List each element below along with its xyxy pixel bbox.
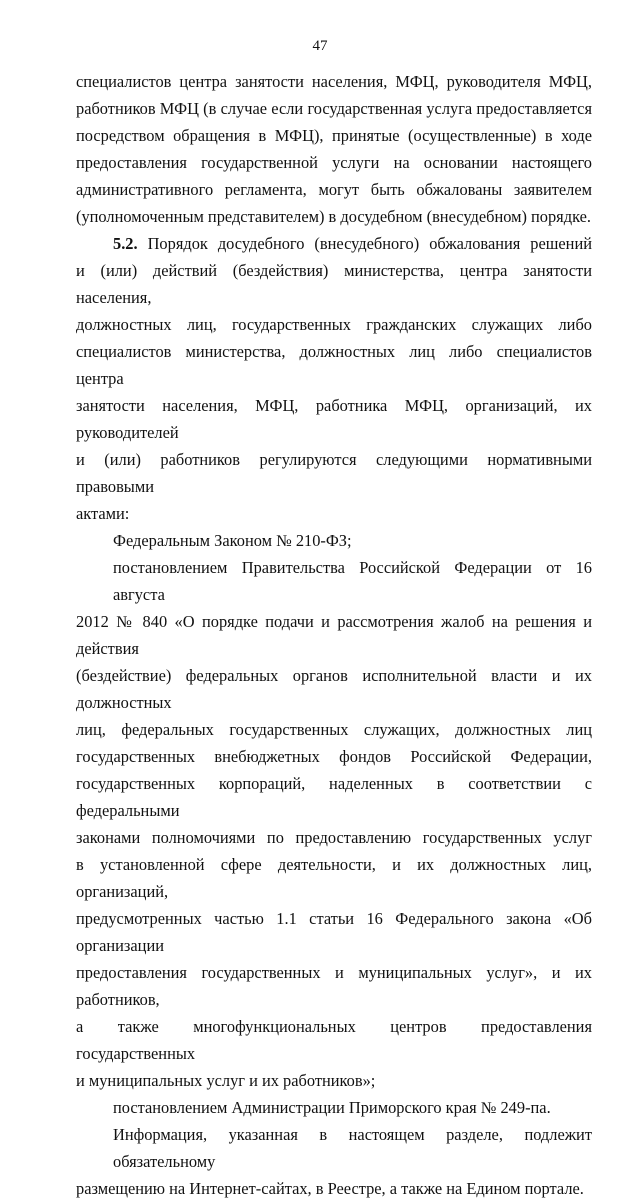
- text-line: посредством обращения в МФЦ), принятые (осуществленные) в ходе: [76, 126, 592, 145]
- text-line: лиц, федеральных государственных служащих, должностных лиц: [76, 720, 592, 739]
- text-line: государственных корпораций, наделенных в соответствии с федеральными: [76, 774, 592, 820]
- text-line: специалистов центра занятости населения, МФЦ, руководителя МФЦ,: [76, 72, 592, 91]
- section-lead-text: Порядок досудебного (внесудебного) обжалования решений: [137, 234, 592, 253]
- text-line: Федеральным Законом № 210-ФЗ;: [113, 531, 352, 550]
- paragraph-5-2: [76, 230, 592, 527]
- text-line: и (или) действий (бездействия) министерства, центра занятости населения,: [76, 261, 592, 307]
- paragraph-law-210: [76, 527, 592, 554]
- text-line: предоставления государственной услуги на основании настоящего: [76, 153, 592, 172]
- text-line: 2012 № 840 «О порядке подачи и рассмотрения жалоб на решения и действия: [76, 612, 592, 658]
- paragraph-resolution-840: [76, 554, 592, 1094]
- text-line: [76, 230, 592, 257]
- text-line: работников МФЦ (в случае если государственная услуга предоставляется: [76, 99, 592, 118]
- document-body: [76, 68, 592, 1202]
- text-line: размещению на Интернет-сайтах, в Реестре, а также на Едином портале.: [76, 1179, 584, 1198]
- text-line: (уполномоченным представителем) в досудебном (внесудебном) порядке.: [76, 207, 591, 226]
- text-line: актами:: [76, 504, 130, 523]
- text-line: а также многофункциональных центров предоставления государственных: [76, 1017, 592, 1063]
- text-line: и (или) работников регулируются следующими нормативными правовыми: [76, 450, 592, 496]
- paragraph-information: [76, 1121, 592, 1202]
- text-line: предоставления государственных и муниципальных услуг», и их работников,: [76, 963, 592, 1009]
- paragraph-resolution-249: [76, 1094, 592, 1121]
- text-line: специалистов министерства, должностных лиц либо специалистов центра: [76, 342, 592, 388]
- text-line: и муниципальных услуг и их работников»;: [76, 1071, 376, 1090]
- text-line: постановлением Правительства Российской Федерации от 16 августа: [113, 558, 592, 604]
- text-line: должностных лиц, государственных гражданских служащих либо: [76, 315, 592, 334]
- text-line: Информация, указанная в настоящем разделе, подлежит обязательному: [113, 1125, 592, 1171]
- text-line: (бездействие) федеральных органов исполнительной власти и их должностных: [76, 666, 592, 712]
- paragraph-1: [76, 68, 592, 230]
- section-number: 5.2.: [113, 234, 138, 253]
- text-line: в установленной сфере деятельности, и их должностных лиц, организаций,: [76, 855, 592, 901]
- text-line: постановлением Администрации Приморского края № 249-па.: [113, 1098, 551, 1117]
- text-line: предусмотренных частью 1.1 статьи 16 Федерального закона «Об организации: [76, 909, 592, 955]
- text-line: занятости населения, МФЦ, работника МФЦ, организаций, их руководителей: [76, 396, 592, 442]
- text-line: государственных внебюджетных фондов Российской Федерации,: [76, 747, 592, 766]
- text-line: административного регламента, могут быть обжалованы заявителем: [76, 180, 592, 199]
- text-line: законами полномочиями по предоставлению государственных услуг: [76, 828, 592, 847]
- page-number: 47: [312, 38, 328, 54]
